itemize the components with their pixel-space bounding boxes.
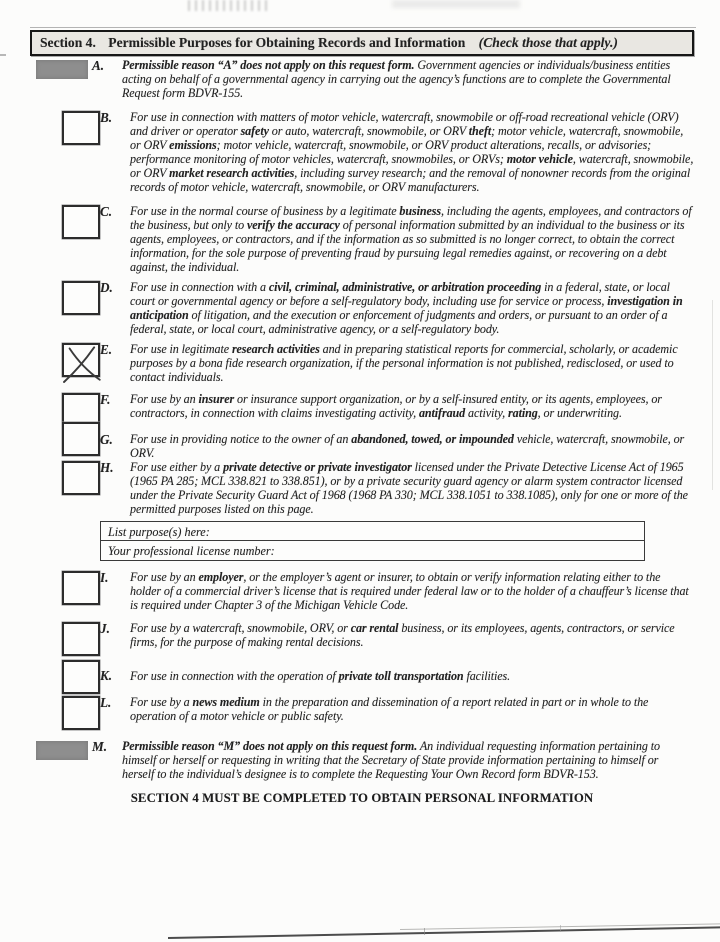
item-letter-K: K. — [100, 668, 113, 683]
permissible-purposes-list — [30, 58, 694, 781]
checkbox-cell-F — [30, 392, 100, 426]
form-item-I — [30, 570, 694, 612]
license-number-field[interactable] — [101, 541, 644, 560]
item-text-I: For use by an employer, or the employer’s agent or insurer, to obtain or verify information relating either to the holder of a commercial driver’s license that is required under federal law or to the holder of a chauffeur’s license that is required under Chapter 3 of the Michigan Vehicle Code. — [130, 570, 689, 612]
form-item-A — [30, 58, 694, 100]
scan-artifact-top-smudge — [188, 0, 272, 11]
item-text-E: For use in legitimate research activities and in preparing statistical reports for commercial, scholarly, or academic purposes by a bona fide research organization, if the personal information is not published, redisclosed, or used to contact individuals. — [130, 342, 678, 384]
handwritten-x-mark — [61, 344, 105, 382]
item-letter-F: F. — [100, 392, 111, 407]
section-title: Permissible Purposes for Obtaining Records and Information — [108, 35, 466, 50]
purpose-field[interactable] — [101, 522, 644, 541]
form-item-D — [30, 280, 694, 336]
item-text-L: For use by a news medium in the preparation and dissemination of a report related in part or in whole to the operation of a motor vehicle or public safety. — [130, 695, 649, 723]
item-letter-I: I. — [100, 570, 109, 585]
form-item-B — [30, 110, 694, 194]
section-label: Section 4. — [40, 35, 96, 50]
scan-artifact-left-dash — [0, 54, 6, 56]
item-letter-J: J. — [100, 621, 110, 636]
form-item-G — [30, 432, 694, 460]
form-item-J — [30, 621, 694, 657]
checkbox-A-not-applicable — [36, 60, 88, 79]
item-letter-B: B. — [100, 110, 113, 125]
section-instruction: (Check those that apply.) — [478, 35, 618, 50]
item-text-J: For use by a watercraft, snowmobile, ORV, or car rental business, or its employees, agents, contractors, or service firms, for the purpose of making rental decisions. — [130, 621, 675, 649]
form-item-K — [30, 659, 694, 695]
checkbox-cell-M — [30, 739, 100, 781]
checkbox-D[interactable] — [62, 281, 100, 315]
checkbox-I[interactable] — [62, 571, 100, 605]
item-text-K: For use in connection with the operation of private toll transportation facilities. — [130, 669, 511, 683]
scan-artifact-top-smudge-2 — [392, 0, 520, 8]
item-letter-C: C. — [100, 204, 113, 219]
checkbox-cell-K — [30, 659, 100, 695]
checkbox-L[interactable] — [62, 696, 100, 730]
checkbox-cell-C — [30, 204, 100, 274]
form-item-E — [30, 342, 694, 384]
form-item-H — [30, 460, 694, 516]
section4-required-note: SECTION 4 MUST BE COMPLETED TO OBTAIN PERSONAL INFORMATION — [130, 791, 594, 805]
item-letter-D: D. — [100, 280, 113, 295]
field-label: List purpose(s) here: — [108, 525, 210, 539]
checkbox-E[interactable] — [62, 343, 100, 377]
form-item-C — [30, 204, 694, 274]
item-text-C: For use in the normal course of business by a legitimate business, including the agents, employees, and contractors of the business, but only to verify the accuracy of personal information submitted by an individual to the business or its agents, employees, or contractors, and if the information as so submitted is no longer correct, to obtain the correct information, for the sole purpose of preventing fraud by pursuing legal remedies against, or recovering on a debt against, the individual. — [130, 204, 692, 274]
scan-artifact-bottom-tick-2 — [560, 925, 561, 932]
item-letter-M: M. — [92, 739, 108, 754]
item-letter-H: H. — [100, 460, 114, 475]
scan-artifact-bottom-tick — [424, 928, 425, 935]
item-text-F: For use by an insurer or insurance support organization, or by a self-insured entity, or its agents, employees, or contractors, in connection with claims investigating activity, antifraud activity, rating, or underwriting. — [130, 392, 662, 420]
checkbox-H[interactable] — [62, 461, 100, 495]
checkbox-K[interactable] — [62, 660, 100, 694]
checkbox-C[interactable] — [62, 205, 100, 239]
checkbox-cell-J — [30, 621, 100, 657]
checkbox-B[interactable] — [62, 111, 100, 145]
item-letter-A: A. — [92, 58, 105, 73]
checkbox-cell-A — [30, 58, 100, 100]
item-text-M: Permissible reason “M” does not apply on this request form. An individual requesting information pertaining to himself or herself or requesting in writing that the Secretary of State provide information pertaining to himself or herself to the individual’s designee is to complete the Requesting Your Own Record form BDVR-153. — [122, 739, 660, 781]
item-letter-L: L. — [100, 695, 112, 710]
checkbox-cell-B — [30, 110, 100, 194]
item-text-G: For use in providing notice to the owner of an abandoned, towed, or impounded vehicle, watercraft, snowmobile, or ORV. — [130, 432, 685, 460]
item-letter-E: E. — [100, 342, 113, 357]
section4-content — [30, 30, 694, 806]
item-text-D: For use in connection with a civil, criminal, administrative, or arbitration proceeding in a federal, state, or local court or governmental agency or before a self-regulatory body, including use for service or process, investigation in anticipation of litigation, and the execution or enforcement of judgments and orders, or pursuant to an order of a federal, state, or local court, administrative agency, or a self-regulatory body. — [130, 280, 683, 336]
item-text-H: For use either by a private detective or private investigator licensed under the Private Detective License Act of 1965 (1965 PA 285; MCL 338.821 to 338.851), or by a private security guard agency or alarm system contractor licensed under the Private Security Guard Act of 1968 (1968 PA 330; MCL 338.1051 to 338.1085), only for one or more of the permitted purposes listed on this page. — [130, 460, 688, 516]
scan-artifact-right-hairline — [712, 300, 713, 490]
checkbox-cell-G — [30, 432, 100, 460]
checkbox-J[interactable] — [62, 622, 100, 656]
form-item-M — [30, 739, 694, 781]
checkbox-cell-L — [30, 695, 100, 731]
form-item-F — [30, 392, 694, 426]
checkbox-cell-E — [30, 342, 100, 384]
checkbox-cell-D — [30, 280, 100, 336]
checkbox-G[interactable] — [62, 422, 100, 456]
item-letter-G: G. — [100, 432, 113, 447]
field-label: Your professional license number: — [108, 544, 275, 558]
license-fields-table — [100, 521, 645, 561]
item-text-B: For use in connection with matters of motor vehicle, watercraft, snowmobile or off-road recreational vehicle (ORV) and driver or operator safety or auto, watercraft, snowmobile, or ORV theft; motor vehicle, watercraft, snowmobile, or ORV emissions; motor vehicle, watercraft, snowmobile, or ORV product alterations, recalls, or advisories; performance monitoring of motor vehicles, watercraft, snowmobiles, or ORVs; motor vehicle, watercraft, snowmobile, or ORV market research activities, including survey research; and the removal of nonowner records from the original records of motor vehicle, watercraft, snowmobile, or ORV manufacturers. — [130, 110, 694, 194]
checkbox-cell-H — [30, 460, 100, 516]
item-text-A: Permissible reason “A” does not apply on this request form. Government agencies or individuals/business entities acting on behalf of a governmental agency in carrying out the agency’s functions are to complete the Governmental Request form BDVR-155. — [122, 58, 671, 100]
form-item-L — [30, 695, 694, 731]
section-header — [30, 30, 694, 56]
checkbox-cell-I — [30, 570, 100, 612]
checkbox-M-not-applicable — [36, 741, 88, 760]
